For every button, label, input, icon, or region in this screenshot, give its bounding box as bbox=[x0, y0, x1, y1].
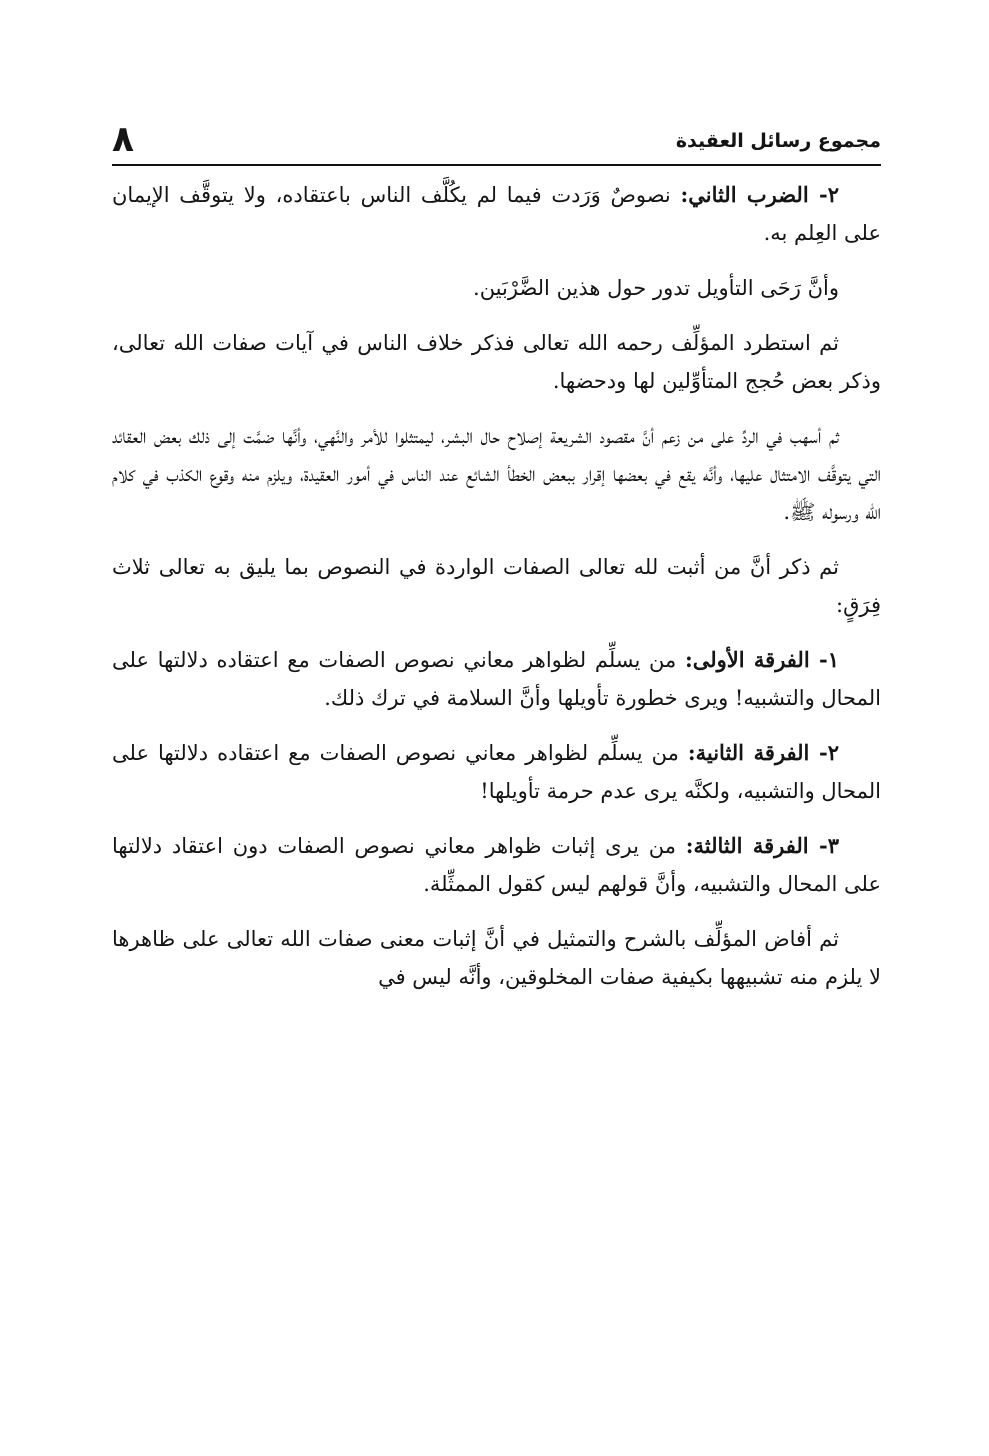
paragraph-text: وأنَّ رَحَى التأويل تدور حول هذين الضَّرْبَين. bbox=[473, 276, 839, 300]
paragraph-second-group bbox=[112, 734, 881, 810]
paragraph-three-groups bbox=[112, 548, 881, 624]
paragraph-text: ثم أفاض المؤلِّف بالشرح والتمثيل في أنَّ إثبات معنى صفات الله تعالى على ظاهرها لا يلزم منه تشبيهها بكيفية صفات المخلوقين، وأنَّه ليس في bbox=[112, 927, 881, 989]
paragraph-text: من يرى إثبات ظواهر معاني نصوص الصفات دون اعتقاد دلالتها على المحال والتشبيه، وأنَّ قولهم ليس كقول الممثِّلة. bbox=[112, 834, 881, 896]
paragraph-third-group bbox=[112, 827, 881, 903]
book-title: مجموع رسائل العقيدة bbox=[675, 130, 881, 152]
page-number: ٨ bbox=[112, 119, 134, 160]
paragraph-text: من يسلِّم لظواهر معاني نصوص الصفات مع اعتقاده دلالتها على المحال والتشبيه! ويرى خطورة تأويلها وأنَّ السلامة في ترك ذلك. bbox=[112, 648, 881, 710]
running-header bbox=[112, 120, 881, 166]
paragraph-term: ١- الفرقة الأولى: bbox=[684, 647, 839, 672]
paragraph-text: ثم أسهب في الردِّ على من زعم أنَّ مقصود الشريعة إصلاح حال البشر، ليمتثلوا للأمر والنَّهي، وأنَّها ضمَّت إلى ذلك بعض العقائد التي يتوقَّف الامتثال عليها، وأنَّه يقع في بعضها إقرار ببعض الخطأ الشائع عند الناس في أمور العقيدة، ويلزم منه وقوع الكذب في كلام الله ورسوله ﷺ. bbox=[112, 424, 881, 524]
paragraph-disagreement bbox=[112, 324, 881, 400]
paragraph-explanation bbox=[112, 920, 881, 996]
paragraph-term: ٢- الضرب الثاني: bbox=[680, 182, 839, 207]
paragraph-text: ثم ذكر أنَّ من أثبت لله تعالى الصفات الواردة في النصوص بما يليق به تعالى ثلاث فِرَقٍ: bbox=[112, 555, 881, 617]
paragraph-text: ثم استطرد المؤلِّف رحمه الله تعالى فذكر خلاف الناس في آيات صفات الله تعالى، وذكر بعض حُجج المتأوِّلين لها ودحضها. bbox=[112, 331, 881, 393]
paragraph-rebuttal bbox=[112, 417, 881, 531]
paragraph-interpretation-axis bbox=[112, 269, 881, 307]
header-rule bbox=[112, 164, 881, 166]
paragraph-first-group bbox=[112, 641, 881, 717]
paragraph-second-type bbox=[112, 176, 881, 252]
paragraph-text: نصوصٌ وَرَدت فيما لم يكُلَّف الناس باعتقاده، ولا يتوقَّف الإيمان على العِلم به. bbox=[112, 183, 881, 245]
paragraph-term: ٢- الفرقة الثانية: bbox=[687, 740, 839, 765]
paragraph-text: من يسلِّم لظواهر معاني نصوص الصفات مع اعتقاده دلالتها على المحال والتشبيه، ولكنَّه يرى عدم حرمة تأويلها! bbox=[112, 741, 881, 803]
paragraph-term: ٣- الفرقة الثالثة: bbox=[685, 833, 839, 858]
body-text bbox=[112, 176, 881, 1013]
